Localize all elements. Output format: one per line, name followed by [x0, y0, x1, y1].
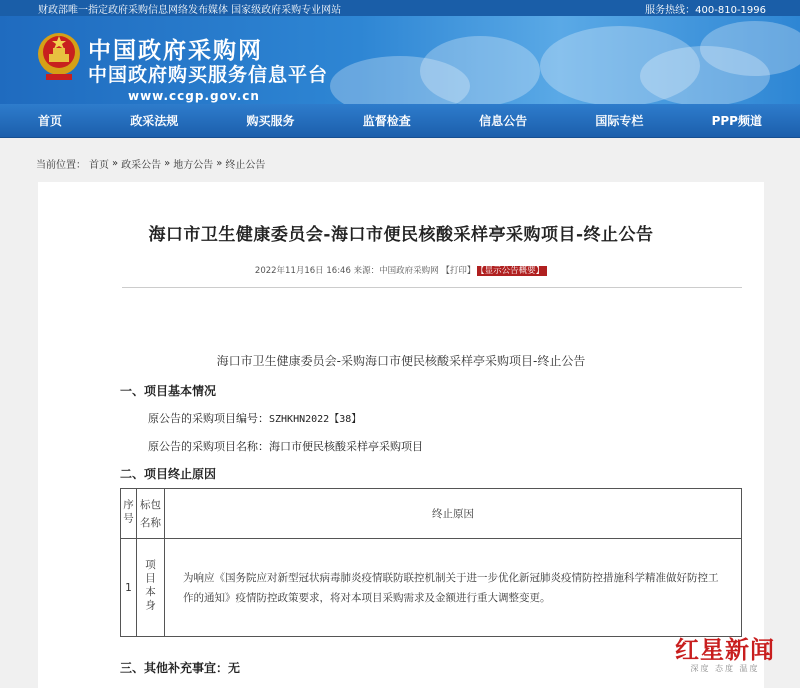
breadcrumb-separator: »	[112, 157, 119, 169]
nav-item-regulations[interactable]: 政采法规	[130, 114, 179, 128]
breadcrumb-announcements[interactable]: 政采公告	[121, 159, 162, 171]
article-panel	[38, 182, 764, 688]
show-summary-button[interactable]: 【显示公告概要】	[477, 266, 547, 276]
article-meta	[38, 264, 764, 276]
col-reason-header: 终止原因	[165, 489, 742, 539]
breadcrumb-home[interactable]: 首页	[89, 159, 109, 171]
nav-item-ppp[interactable]: PPP频道	[711, 114, 762, 128]
nav-item-supervision[interactable]: 监督检查	[362, 114, 411, 128]
top-bar-slogan: 财政部唯一指定政府采购信息网络发布媒体 国家级政府采购专业网站	[38, 4, 342, 16]
project-code-label: 原公告的采购项目编号：	[148, 412, 269, 425]
project-code-value: SZHKHN2022【38】	[269, 414, 362, 425]
breadcrumb	[0, 148, 800, 178]
site-logo-title[interactable]: 中国政府采购网	[88, 37, 263, 64]
service-hotline: 服务热线：400-810-1996	[645, 4, 766, 16]
top-bar	[0, 0, 800, 16]
watermark-slogan: 深度 态度 温度	[690, 664, 760, 673]
col-seq-header: 序号	[121, 489, 137, 539]
nav-item-announcements[interactable]: 信息公告	[479, 114, 528, 128]
national-emblem-icon[interactable]	[36, 28, 82, 84]
divider	[122, 287, 742, 288]
section-2-heading: 二、项目终止原因	[120, 467, 217, 481]
article-source: 中国政府采购网	[379, 266, 439, 276]
nav-item-international[interactable]: 国际专栏	[595, 114, 644, 128]
breadcrumb-termination[interactable]: 终止公告	[225, 159, 266, 171]
termination-table	[120, 488, 742, 637]
section-1-heading: 一、项目基本情况	[120, 384, 217, 398]
project-name-value: 海口市便民核酸采样亭采购项目	[269, 440, 423, 453]
project-name-label: 原公告的采购项目名称：	[148, 440, 269, 453]
project-name-line	[148, 438, 423, 454]
main-nav	[0, 104, 800, 138]
breadcrumb-separator: »	[164, 157, 171, 169]
article-date: 2022年11月16日 16:46	[254, 266, 351, 276]
watermark-logo: 红星新闻	[675, 635, 775, 664]
breadcrumb-separator: »	[216, 157, 223, 169]
site-logo-subtitle: 中国政府购买服务信息平台	[88, 64, 329, 86]
document-title: 海口市卫生健康委员会-采购海口市便民核酸采样亭采购项目-终止公告	[216, 354, 586, 368]
nav-item-purchase-services[interactable]: 购买服务	[246, 114, 295, 128]
site-logo-url: www.ccgp.gov.cn	[128, 89, 260, 103]
site-banner	[0, 16, 800, 104]
table-row	[121, 539, 742, 637]
row-reason: 为响应《国务院应对新型冠状病毒肺炎疫情联防联控机制关于进一步优化新冠肺炎疫情防控措施科学精准做好防控工作的通知》疫情防控政策要求，将对本项目采购需求及金额进行重大调整变更。	[165, 539, 742, 637]
breadcrumb-local[interactable]: 地方公告	[173, 159, 214, 171]
article-title: 海口市卫生健康委员会-海口市便民核酸采样亭采购项目-终止公告	[148, 225, 654, 245]
print-link[interactable]: 【打印】	[441, 266, 476, 276]
project-code-line	[148, 410, 361, 426]
row-package: 项目本身	[137, 539, 165, 637]
row-seq: 1	[121, 539, 137, 637]
nav-item-home[interactable]: 首页	[38, 114, 63, 128]
article-source-label: 来源：	[353, 266, 380, 276]
col-package-header: 标包名称	[137, 489, 165, 539]
table-header-row	[121, 489, 742, 539]
section-3-heading: 三、其他补充事宜：无	[120, 661, 241, 675]
breadcrumb-prefix: 当前位置：	[36, 159, 86, 171]
news-watermark	[660, 630, 790, 674]
